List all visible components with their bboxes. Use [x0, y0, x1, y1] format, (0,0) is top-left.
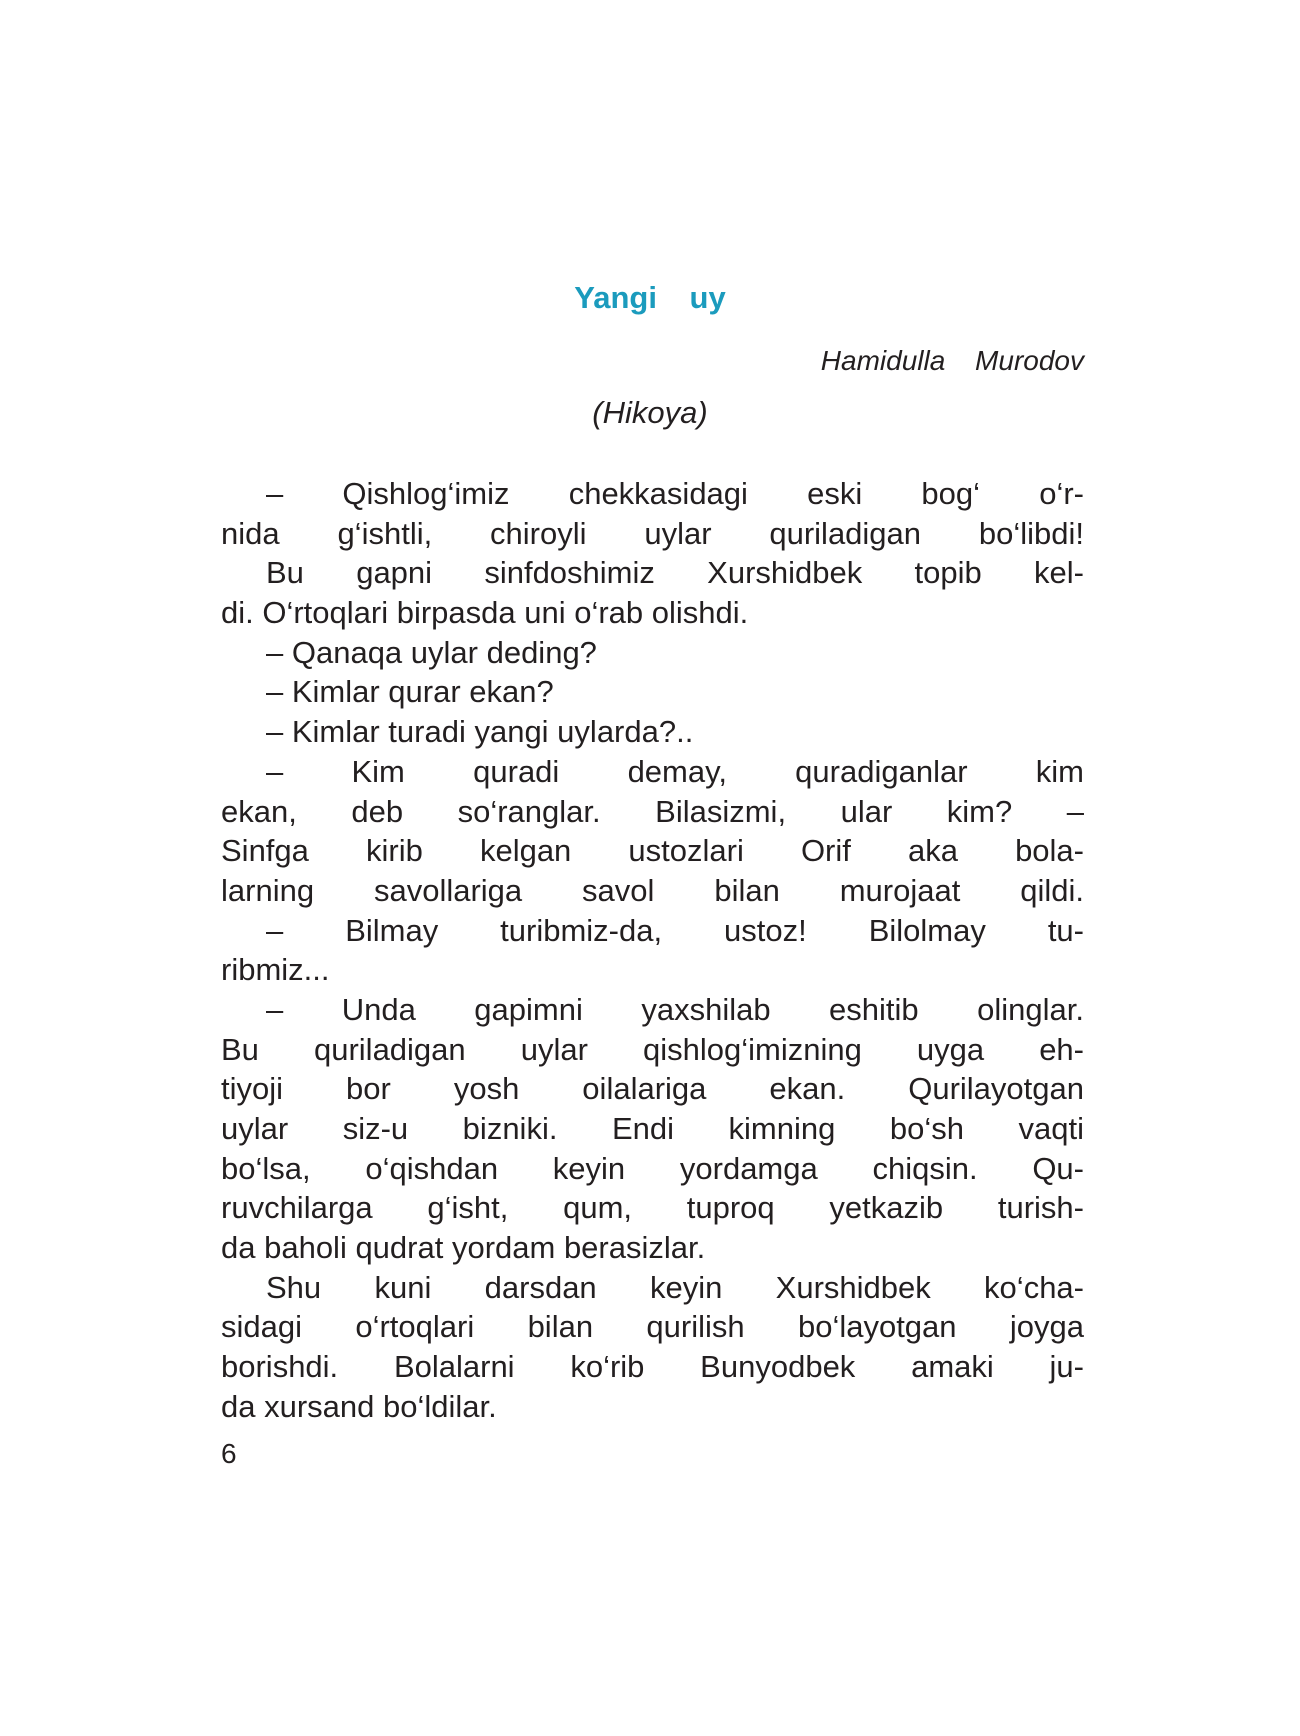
text-line: larning savollariga savol bilan murojaat qildi. [221, 872, 1084, 908]
text-line: ekan, deb so‘ranglar. Bilasizmi, ular kim? – [221, 793, 1084, 829]
text-line: uylar siz-u bizniki. Endi kimning bo‘sh vaqti [221, 1111, 1084, 1146]
text-line: – Qishlog‘imiz chekkasidagi eski bog‘ o‘r- [266, 476, 1084, 511]
text-line: – Qanaqa uylar deding? [266, 634, 597, 670]
genre-label: (Hikoya) [592, 395, 708, 430]
text-line: di. O‘rtoqlari birpasda uni o‘rab olishdi. [221, 595, 749, 631]
text-line: – Bilmay turibmiz-da, ustoz! Bilolmay tu- [266, 912, 1084, 948]
text-line: Bu quriladigan uylar qishlog‘imizning uyga eh- [221, 1031, 1084, 1067]
text-line: Shu kuni darsdan keyin Xurshidbek ko‘cha- [266, 1269, 1084, 1305]
text-line: – Kim quradi demay, quradiganlar kim [266, 753, 1084, 789]
text-line: da xursand bo‘ldilar. [221, 1388, 497, 1424]
text-line: nida g‘ishtli, chiroyli uylar quriladigan bo‘libdi! [221, 515, 1084, 551]
text-line: borishdi. Bolalarni ko‘rib Bunyodbek amaki ju- [221, 1349, 1084, 1385]
story-title: Yangi uy [574, 280, 726, 315]
text-line: – Unda gapimni yaxshilab eshitib olinglar. [266, 991, 1084, 1027]
page-number: 6 [221, 1438, 237, 1469]
text-line: – Kimlar turadi yangi uylarda?.. [266, 714, 694, 750]
text-line: ruvchilarga g‘isht, qum, tuproq yetkazib turish- [221, 1190, 1084, 1226]
text-line: tiyoji bor yosh oilalariga ekan. Qurilayotgan [221, 1071, 1084, 1107]
text-line: Sinfga kirib kelgan ustozlari Orif aka bola- [221, 833, 1084, 869]
author-name: Hamidulla Murodov [820, 345, 1084, 376]
story-body [221, 474, 1084, 1427]
text-line: sidagi o‘rtoqlari bilan qurilish bo‘layotgan joyga [221, 1309, 1084, 1345]
text-line: bo‘lsa, o‘qishdan keyin yordamga chiqsin. Qu- [221, 1150, 1084, 1186]
text-line: da baholi qudrat yordam berasizlar. [221, 1230, 706, 1266]
text-line: ribmiz... [221, 952, 330, 988]
text-line: – Kimlar qurar ekan? [266, 674, 554, 710]
text-line: Bu gapni sinfdoshimiz Xurshidbek topib kel- [266, 555, 1084, 591]
